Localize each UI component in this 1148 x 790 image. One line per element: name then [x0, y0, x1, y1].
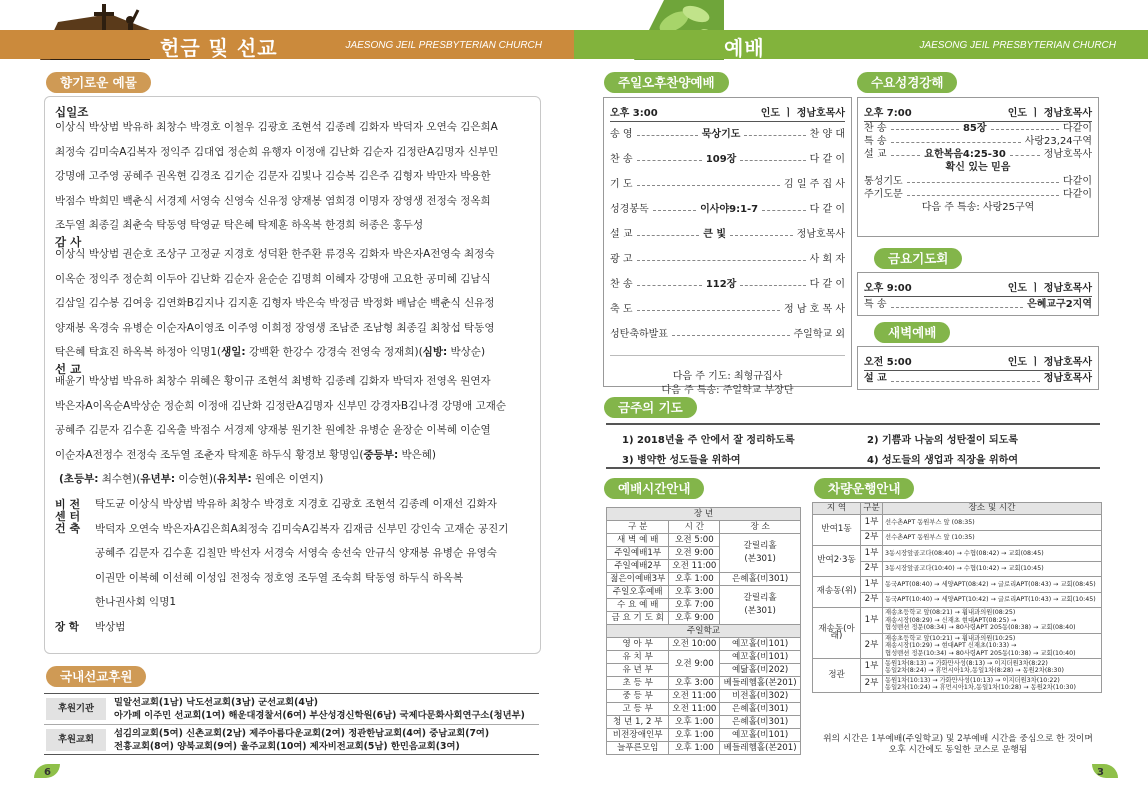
order-item	[864, 188, 1092, 201]
sunday-worship-pill: 주일오후찬양예배	[604, 72, 729, 93]
dawn-time: 오전 5:00	[864, 357, 912, 368]
dawn-panel: 오전 5:00 인도 ㅣ 정남호목사 설 교 정남호목사	[857, 346, 1099, 390]
bus-area: 재송동(아래)	[813, 608, 861, 659]
order-item-person: 사 회 자	[809, 254, 845, 265]
sunday-lead: 인도 ㅣ 정남호목사	[760, 108, 845, 119]
order-item-person: 다같이	[1063, 189, 1092, 200]
dotted-leader	[637, 222, 700, 236]
bus-route: 재송초등학교 앞(10:21) → 휩내과의원(10:25) 재송시장(10:29) → 현대APT 신재초(10:33) → 협성맨션 정문(10:34) → 80사령APT 205동(10:38) → 교회(10:40)	[883, 633, 1102, 659]
building-section	[55, 492, 536, 615]
table-row: 유 치 부 오전 9:00 예꼬홀(비101)	[607, 651, 801, 664]
name-row: 탁도균 이상식 박상범 박유하 최창수 박경호 지경호 김광호 조현석 김종례 이재선 김화자	[95, 497, 497, 510]
right-page-number: 3	[1097, 767, 1104, 778]
order-item-person: 다같이	[1063, 123, 1092, 134]
offering-pill: 향기로운 예물	[46, 72, 151, 93]
order-item	[610, 297, 845, 322]
table-row	[813, 659, 1102, 676]
friday-pill: 금요기도회	[874, 248, 962, 269]
bus-shift: 2부	[861, 561, 883, 577]
order-item-person: 정 남 호 목 사	[783, 304, 845, 315]
building-label: 비 전 센 터 건 축	[55, 497, 81, 535]
name-row: 한나권사회 익명1	[95, 596, 177, 609]
order-item	[864, 148, 1092, 161]
dotted-leader	[730, 222, 793, 236]
prayer-pill: 금주의 기도	[604, 397, 697, 418]
tithe-label: 십일조	[55, 105, 89, 119]
table-row: 주일예배2부 오전 11:00	[607, 560, 801, 573]
bus-note: 위의 시간은 1부예배(주일학교) 및 2부예배 시간을 중심으로 한 것이며 오후 시간에도 동일한 코스로 운행됨	[823, 734, 1093, 755]
table-row: 중 등 부 오전 11:00 비전홀(비302)	[607, 690, 801, 703]
order-label: 주기도문	[864, 189, 903, 200]
mission-label: 선 교	[55, 361, 82, 376]
bus-area: 반여2·3동	[813, 546, 861, 577]
sunday-order	[610, 122, 845, 347]
table-row: 주일오후예배 오후 3:00 갈릴리홀 (본301)	[607, 586, 801, 599]
dotted-leader	[740, 147, 805, 161]
thanks-last-row: 탁은혜 탁효진 하옥복 하정아 익명1(생일: 강백환 한강수 강경숙 전영숙 정재희)(심방: 박상순)	[55, 346, 486, 359]
name-row: 공혜주 김문자 김수훈 김옥출 박점수 서경제 양재봉 원기찬 원예찬 유병순 윤장순 이복혜 이순열	[55, 424, 491, 437]
order-label: 찬 송	[610, 279, 633, 290]
scholarship-row: 장 학 박상범	[55, 620, 126, 633]
name-row: 공혜주 김문자 김수훈 김칠만 박선자 서경숙 서영숙 송선숙 안규식 양재봉 유병순 유영숙	[95, 547, 497, 560]
table-row: 금 요 기 도 회 오후 9:00	[607, 612, 801, 625]
dotted-leader	[672, 322, 790, 336]
bus-shift: 2부	[861, 592, 883, 608]
name-row: 배윤기 박상범 박유하 최창수 위혜은 황이규 조현석 최병학 김종례 김화자 박덕자 전영옥 원연자	[55, 374, 491, 387]
name-row: 김삼일 김수봉 김여웅 김연화B김지나 김지훈 김형자 박은숙 박정금 박정화 배남순 백춘식 신유정	[55, 297, 495, 310]
order-label: 설 교	[610, 229, 633, 240]
wednesday-order-2	[864, 175, 1092, 201]
order-label: 찬 송	[864, 123, 887, 134]
dotted-leader	[907, 175, 1059, 183]
dotted-leader	[891, 122, 959, 130]
support-org-label: 후원기관	[46, 698, 106, 720]
bus-route: 동국APT(10:40) → 세양APT(10:42) → 글로리APT(10:43) → 교회(10:45)	[883, 592, 1102, 608]
name-row: 이상식 박상범 박유하 최창수 박경호 이철우 김광호 조현석 김종례 김화자 박덕자 오연숙 김은희A	[55, 121, 498, 133]
name-row: 이옥순 정익주 정순희 이두아 김난화 김순자 윤순순 김명희 이혜자 강명애 고요한 공미혜 김남식	[55, 272, 491, 285]
bus-route: 선수촌APT 동원부스 앞 (10:35)	[883, 530, 1102, 546]
bus-shift: 1부	[861, 659, 883, 676]
leaf-icon	[1092, 764, 1118, 778]
order-item-title: 109장	[705, 154, 737, 165]
right-banner-sub: JAESONG JEIL PRESBYTERIAN CHURCH	[919, 40, 1116, 51]
schedule-table: 장 년 구 분 시 간 장 소 새 벽 예 배 오전 5:00 갈릴리홀 (본301) 주일예배1부 오전 9:00 주일예배2부 오전 11:00 젊은이예배3부 오후 1:00 은혜홀(비301) 주일오후예배 오후 3:00 갈릴리홀 (본301) 수 요 예 배 오후 7:00 금 요 기 도 회 오후 9:00 주일학교 영 아 부 오전 10:00 예꼬홀(비101) 유 치 부 오전 9:00 예꼬홀(비101) 유 년 부 예닮홀(비202) 초 등 부 오후 3:00 베들레헴홀(본201) 중 등 부 오전 11:00 비전홀(비302) 고 등 부 오전 11:00 은혜홀(비301) 청 년 1, 2 부 오후 1:00 은혜홀(비301) 비전장애인부 오후 1:00 예꼬홀(비101) 늘푸른모임 오후 1:00 베들레헴홀(본201)	[606, 507, 801, 755]
order-item	[864, 135, 1092, 148]
bus-shift: 1부	[861, 577, 883, 593]
order-label: 축 도	[610, 304, 633, 315]
order-item-person: 김 일 주 집 사	[783, 179, 845, 190]
name-row: 조두열 최종길 최춘숙 탁동영 탁영균 탁은혜 탁제훈 하옥복 한경희 허종은 홍두성	[55, 219, 424, 232]
order-item-title: 85장	[962, 123, 987, 134]
wednesday-order	[864, 122, 1092, 161]
friday-time: 오후 9:00	[864, 283, 912, 294]
dotted-leader	[907, 188, 1059, 196]
offering-list	[55, 103, 536, 649]
dotted-leader	[744, 122, 805, 136]
right-banner-title: 예배	[724, 36, 765, 60]
order-item-person: 다같이	[1063, 176, 1092, 187]
order-item-person: 찬 양 대	[809, 129, 846, 140]
order-item	[610, 272, 845, 297]
dotted-leader	[637, 272, 702, 286]
table-row: 주일예배1부 오전 9:00	[607, 547, 801, 560]
tithe-rows	[55, 115, 536, 238]
order-label: 통성기도	[864, 176, 903, 187]
order-item	[610, 172, 845, 197]
order-item-title: 112장	[705, 279, 737, 290]
left-banner	[0, 30, 574, 59]
bus-route: 동국APT(08:40) → 세양APT(08:42) → 글로리APT(08:43) → 교회(08:45)	[883, 577, 1102, 593]
order-item	[610, 322, 845, 347]
order-label: 성경봉독	[610, 204, 649, 215]
bus-area: 재송동(위)	[813, 577, 861, 608]
left-page-number: 6	[44, 767, 51, 778]
bus-pill: 차량운행안내	[814, 478, 914, 499]
dotted-leader	[991, 122, 1059, 130]
support-org-row: 후원기관 밀알선교회(1남) 낙도선교회(3남) 군선교회(4남) 아가페 이주민 선교회(1여) 해운대경찰서(6여) 부산성경신학원(6남) 국제다문화사회연구소(청년부)	[44, 694, 539, 724]
right-page	[574, 0, 1148, 790]
table-row: 고 등 부 오전 11:00 은혜홀(비301)	[607, 703, 801, 716]
order-item	[864, 122, 1092, 135]
order-label: 성탄축하발표	[610, 329, 668, 340]
sunday-worship-panel	[603, 97, 852, 396]
order-label: 광 고	[610, 254, 633, 265]
order-item	[610, 122, 845, 147]
bus-shift: 1부	[861, 608, 883, 634]
table-row: 유 년 부 예닮홀(비202)	[607, 664, 801, 677]
name-row: 이상식 박상범 권순호 조상구 고정균 지경호 성덕환 한주환 류경옥 김화자 박은자A전영숙 최정숙	[55, 247, 495, 260]
dotted-leader	[637, 297, 780, 311]
name-row: 강명애 고주영 공혜주 권옥현 김경조 김기순 김문자 김빛나 김승복 김은주 김형자 박만자 박용한	[55, 170, 491, 183]
support-church-row: 후원교회 섬김의교회(5여) 신촌교회(2남) 제주아름다운교회(2여) 정관한남교회(4여) 중남교회(7여) 전흥교회(8여) 양북교회(9여) 울주교회(10여) 제자비전교회(5남) 한민음교회(3여)	[44, 724, 539, 754]
order-label: 설 교	[864, 149, 887, 160]
dotted-leader	[637, 247, 806, 261]
table-row: 비전장애인부 오후 1:00 예꼬홀(비101)	[607, 729, 801, 742]
wednesday-pill: 수요성경강해	[857, 72, 957, 93]
order-item-person: 주일학교 외	[793, 329, 845, 340]
bus-shift: 2부	[861, 676, 883, 693]
name-row: 박은자A이옥순A박상순 정순희 이정애 김난화 김정란A김명자 신부민 강경자B김나경 강명애 고재순	[55, 399, 507, 412]
order-item	[864, 175, 1092, 188]
schedule-pill: 예배시간안내	[604, 478, 704, 499]
table-row: 새 벽 예 배 오전 5:00 갈릴리홀 (본301)	[607, 534, 801, 547]
thanks-label: 감 사	[55, 234, 82, 249]
left-banner-title: 헌금 및 선교	[160, 36, 278, 60]
dotted-leader	[1010, 148, 1040, 156]
table-row: 초 등 부 오후 3:00 베들레헴홀(본201)	[607, 677, 801, 690]
bus-shift: 2부	[861, 633, 883, 659]
sunday-time: 오후 3:00	[610, 108, 658, 119]
bus-route: 동원1차(10:13) → 가화만사성(10:13) → 이지더원3차(10:22) 동일2차(10:24) → 휴먼시아1차,동일1차(10:28) → 동원2차(10:30)	[883, 676, 1102, 693]
friday-lead: 인도 ㅣ 정남호목사	[1007, 283, 1092, 294]
order-item-title: 큰 빛	[703, 229, 726, 240]
order-item-title: 묵상기도	[701, 129, 741, 140]
dotted-leader	[637, 147, 702, 161]
order-item-title: 이사야9:1-7	[700, 204, 759, 215]
bus-table: 지 역 구분 장소 및 시간 반여1동 1부 선수촌APT 동원부스 앞 (08:35) 2부 선수촌APT 동원부스 앞 (10:35) 반여2·3동 1부 3동시장앞골고다(08:40) → 수협(08:42) → 교회(08:45) 2부 3동시장앞골고다(10:40) → 수협(10:42) → 교회(10:45) 재송동(위) 1부 동국APT(08:40) → 세양APT(08:42) → 글로리APT(08:43) → 교회(08:45) 2부 동국APT(10:40) → 세양APT(10:42) → 글로리APT(10:43) → 교회(10:45) 재송동(아래) 1부 재송초등학교 앞(08:21) → 휩내과의원(08:25) 재송시장(08:29) → 신재초 현대APT(08:25) → 협성맨션 정문(08:34) → 80사령APT 205동(08:38) → 교회(08:40) 2부 재송초등학교 앞(10:21) → 휩내과의원(10:25) 재송시장(10:29) → 현대APT 신재초(10:33) → 협성맨션 정문(10:34) → 80사령APT 205동(10:38) → 교회(10:40) 정관 1부 동원1차(8:13) → 가화만사성(8:13) → 이지더원3차(8:22) 동일2차(8:24) → 휴먼시아1차,동일1차(8:28) → 동원2차(8:30) 2부 동원1차(10:13) → 가화만사성(10:13) → 이지더원3차(10:22) 동일2차(10:24) → 휴먼시아1차,동일1차(10:28) → 동원2차(10:30)	[812, 502, 1102, 693]
order-label: 특 송	[864, 136, 887, 147]
mission-rows	[55, 369, 536, 443]
dawn-lead: 인도 ㅣ 정남호목사	[1007, 357, 1092, 368]
order-item	[610, 222, 845, 247]
youth-row: (초등부: 최수현)(유년부: 이승현)(유치부: 원예은 이연지)	[59, 473, 324, 486]
table-row: 영 아 부 오전 10:00 예꼬홀(비101)	[607, 638, 801, 651]
bus-route: 동원1차(8:13) → 가화만사성(8:13) → 이지더원3차(8:22) 동일2차(8:24) → 휴먼시아1차,동일1차(8:28) → 동원2차(8:30)	[883, 659, 1102, 676]
order-item-person: 정남호목사	[1043, 149, 1092, 160]
table-row: 늘푸른모임 오후 1:00 베들레헴홀(본201)	[607, 742, 801, 755]
dotted-leader	[740, 272, 805, 286]
name-row: 이권만 이복혜 이선혜 이성임 전정숙 정호영 조두열 조숙희 탁동영 하두식 하옥복	[95, 571, 464, 584]
thanks-rows	[55, 242, 536, 340]
table-row: 수 요 예 배 오후 7:00	[607, 599, 801, 612]
wednesday-lead: 인도 ㅣ 정남호목사	[1007, 108, 1092, 119]
bus-route: 3동시장앞골고다(08:40) → 수협(08:42) → 교회(08:45)	[883, 546, 1102, 562]
dotted-leader	[637, 122, 698, 136]
left-banner-sub: JAESONG JEIL PRESBYTERIAN CHURCH	[345, 40, 542, 51]
wednesday-next: 다음 주 특송: 사랑25구역	[921, 202, 1035, 213]
sunday-next: 다음 주 기도: 최형규집사 다음 주 특송: 주일학교 부장단	[610, 355, 845, 398]
friday-panel: 오후 9:00 인도 ㅣ 정남호목사 특 송 은혜교구2지역	[857, 272, 1099, 316]
name-row: 최정숙 김미숙A김복자 정익주 김대엽 정순희 유행자 이정애 김난화 김순자 김정란A김명자 신부민	[55, 145, 499, 158]
order-label: 송 영	[610, 129, 633, 140]
table-row	[813, 515, 1102, 531]
building-rows	[95, 492, 536, 615]
wednesday-panel	[857, 97, 1099, 237]
support-church-label: 후원교회	[46, 729, 106, 751]
bus-route: 3동시장앞골고다(10:40) → 수협(10:42) → 교회(10:45)	[883, 561, 1102, 577]
order-item	[610, 197, 845, 222]
order-item-person: 다 같 이	[809, 154, 846, 165]
right-banner	[574, 30, 1148, 59]
dotted-leader	[653, 197, 697, 211]
bus-area: 반여1동	[813, 515, 861, 546]
dotted-leader	[891, 148, 921, 156]
domestic-mission-pill: 국내선교후원	[46, 666, 146, 687]
name-row: 양재봉 옥경숙 유병순 이순자A이영조 이주영 이희정 장영생 조남준 조남형 최종길 최창섭 탁동영	[55, 321, 495, 334]
dotted-leader	[762, 197, 806, 211]
table-row: 젊은이예배3부 오후 1:00 은혜홀(비301)	[607, 573, 801, 586]
dotted-leader	[891, 135, 1021, 143]
bus-shift: 2부	[861, 530, 883, 546]
order-item-person: 사랑23,24구역	[1024, 136, 1092, 147]
order-item	[610, 247, 845, 272]
table-row: 청 년 1, 2 부 오후 1:00 은혜홀(비301)	[607, 716, 801, 729]
bus-shift: 1부	[861, 515, 883, 531]
order-item	[610, 147, 845, 172]
wednesday-time: 오후 7:00	[864, 108, 912, 119]
dotted-leader	[637, 172, 780, 186]
mission-last-row: 이순자A전정수 전정숙 조두열 조춘자 탁제훈 하두식 황경보 황명임(중등부: 박은혜)	[55, 448, 437, 461]
table-row	[813, 546, 1102, 562]
dawn-pill: 새벽예배	[874, 322, 950, 343]
order-label: 기 도	[610, 179, 633, 190]
order-item-person: 정남호목사	[796, 229, 845, 240]
bus-area: 정관	[813, 659, 861, 693]
domestic-support-table	[44, 693, 539, 755]
table-row	[813, 577, 1102, 593]
order-item-person: 다 같 이	[809, 279, 846, 290]
name-row: 박덕자 오연숙 박은자A김은희A최정숙 김미숙A김복자 김재금 신부민 강인숙 고재순 공진기	[95, 522, 509, 535]
order-label: 찬 송	[610, 154, 633, 165]
order-item-person: 다 같 이	[809, 204, 845, 215]
wednesday-sermon-title: 확신 있는 믿음	[945, 162, 1011, 173]
bus-route: 선수촌APT 동원부스 앞 (08:35)	[883, 515, 1102, 531]
name-row: 박점수 박희민 백춘식 서경제 서영숙 신영숙 신유정 양재봉 염희경 이명자 장영생 전정숙 정옥희	[55, 194, 491, 207]
table-row	[813, 608, 1102, 634]
bus-route: 재송초등학교 앞(08:21) → 휩내과의원(08:25) 재송시장(08:29) → 신재초 현대APT(08:25) → 협성맨션 정문(08:34) → 80사령APT 205동(08:38) → 교회(08:40)	[883, 608, 1102, 634]
bus-shift: 1부	[861, 546, 883, 562]
order-item-title: 요한복음4:25-30	[924, 149, 1006, 160]
prayer-list: 1) 2018년을 주 안에서 잘 정리하도록 2) 기쁨과 나눔의 성탄절이 되도록 3) 병약한 성도들을 위하여 4) 성도들의 생업과 직장을 위하여	[606, 423, 1100, 469]
